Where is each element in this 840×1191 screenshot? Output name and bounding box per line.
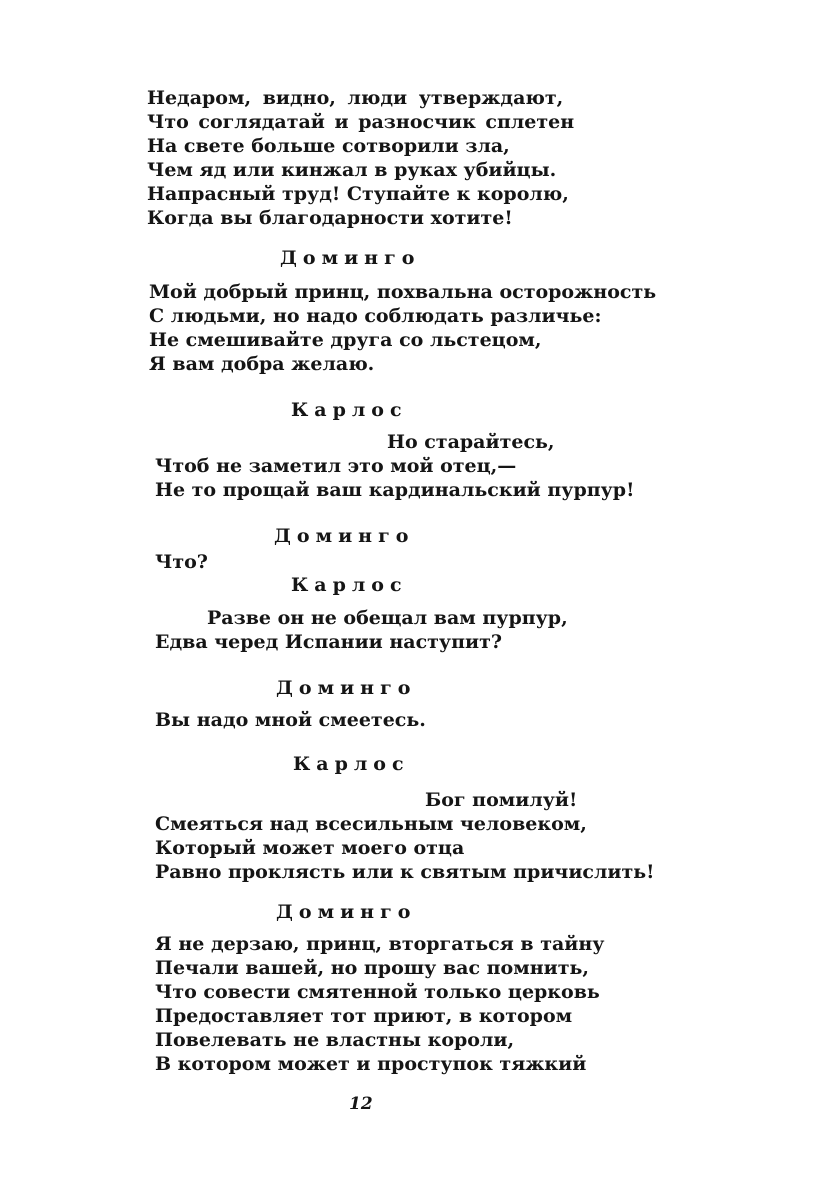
verse-line: Чтоб не заметил это мой отец,— — [155, 455, 517, 477]
verse-line: Я не дерзаю, принц, вторгаться в тайну — [155, 933, 605, 955]
verse-line: Вы надо мной смеетесь. — [155, 709, 426, 731]
verse-line: Чем яд или кинжал в руках убийцы. — [147, 159, 557, 181]
verse-line: Не то прощай ваш кардинальский пурпур! — [155, 479, 635, 501]
verse-line: На свете больше сотворили зла, — [147, 135, 510, 157]
speaker-name: Доминго — [280, 247, 421, 269]
verse-block-domingo-4 — [155, 932, 604, 1076]
speaker-name: Доминго — [274, 525, 415, 547]
verse-block-carlos-3 — [155, 606, 568, 654]
verse-line: Едва черед Испании наступит? — [155, 631, 502, 653]
verse-line: Не смешивайте друга со льстецом, — [149, 329, 542, 351]
speaker-name: Доминго — [276, 677, 417, 699]
verse-line: Который может моего отца — [155, 837, 465, 859]
verse-block-domingo-1 — [149, 280, 656, 376]
verse-line: Смеяться над всесильным человеком, — [155, 813, 587, 835]
verse-line: Мой добрый принц, похвальна осторожность — [149, 281, 657, 303]
page-number: 12 — [349, 1094, 373, 1114]
verse-line: Повелевать не властны короли, — [155, 1029, 515, 1051]
verse-line: Что? — [155, 551, 208, 573]
verse-line: Напрасный труд! Ступайте к королю, — [147, 183, 569, 205]
verse-line: Что соглядатай и разносчик сплетен — [147, 111, 575, 133]
speaker-name: Карлос — [291, 574, 408, 596]
verse-block-carlos-2 — [155, 430, 634, 502]
speaker-name: Доминго — [276, 901, 417, 923]
verse-line: Я вам добра желаю. — [149, 353, 375, 375]
verse-line: Когда вы благодарности хотите! — [147, 207, 513, 229]
verse-line: Бог помилуй! — [425, 789, 578, 811]
verse-line: Равно проклясть или к святым причислить! — [155, 861, 655, 883]
speaker-name: Карлос — [293, 753, 410, 775]
verse-block-carlos-1 — [147, 86, 574, 230]
verse-block-carlos-4 — [155, 788, 655, 884]
verse-line: Что совести смятенной только церковь — [155, 981, 600, 1003]
speaker-name: Карлос — [291, 399, 408, 421]
verse-line: Предоставляет тот приют, в котором — [155, 1005, 573, 1027]
verse-block-domingo-2 — [155, 550, 208, 574]
verse-block-domingo-3 — [155, 708, 426, 732]
verse-line: Но старайтесь, — [387, 431, 555, 453]
verse-line: Разве он не обещал вам пурпур, — [207, 607, 568, 629]
verse-line: Недаром, видно, люди утверждают, — [147, 87, 564, 109]
verse-line: В котором может и проступок тяжкий — [155, 1053, 587, 1075]
verse-line: С людьми, но надо соблюдать различье: — [149, 305, 602, 327]
verse-line: Печали вашей, но прошу вас помнить, — [155, 957, 590, 979]
